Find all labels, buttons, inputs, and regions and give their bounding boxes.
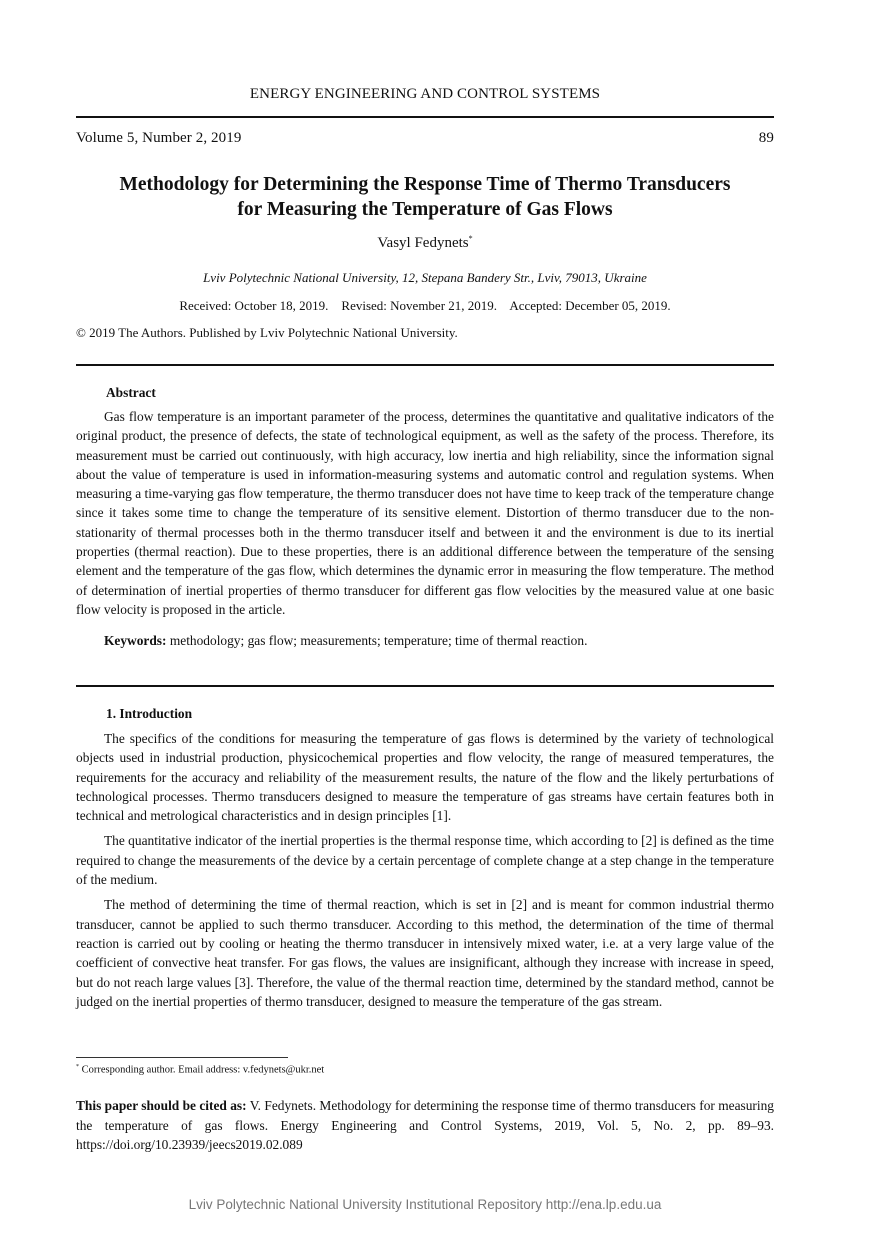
paper-title <box>76 172 774 222</box>
repository-footer: Lviv Polytechnic National University Institutional Repository http://ena.lp.edu.ua <box>188 1197 662 1212</box>
author <box>76 234 774 252</box>
keywords <box>76 631 774 650</box>
footnote-text: Corresponding author. Email address: v.fedynets@ukr.net <box>79 1064 325 1076</box>
author-name: Vasyl Fedynets <box>377 235 469 251</box>
abstract-text: Gas flow temperature is an important parameter of the process, determines the quantitative and qualitative indicators of the original product, the presence of defects, the state of technological equipment, as well as the safety of the process. Therefore, its measurement must be carried out continuously, with high accuracy, low inertia and high reliability, since the information signal about the value of temperature is used in information-measuring systems and automatic control and regulation systems. When measuring a time-varying gas flow temperature, the thermo transducer does not have time to keep track of the temperature change since it takes some time to change the temperature of its sensitive element. Distortion of thermo transducer due to the non-stationarity of thermal processes both in the thermo transducer itself and between it and the environment is due to its inertial properties (thermal reaction). Due to these properties, there is an additional difference between the temperature of the sensing element and the temperature of the gas flow, which determines the dynamic error in measuring the flow temperature. The method of determination of inertial properties of thermo transducer for different gas flow velocities by the measured value at one basic flow velocity is proposed in the article. <box>76 409 774 617</box>
abstract-body <box>76 407 774 657</box>
abstract-bottom-rule <box>76 685 774 687</box>
footnote-mark: * <box>76 1064 79 1070</box>
intro-heading: 1. Introduction <box>106 706 193 721</box>
intro-paragraph: The specifics of the conditions for measuring the temperature of gas flows is determined by the variety of technological objects used in industrial production, physicochemical properties and flow velocity, the range of measured temperatures, the requirements for the accuracy and reliability of the measurement results, the nature of the flow and the likely perturbations of technological processes. Thermo transducers designed to measure the temperature of gas streams have certain features both in technical and metrological characteristics and in design principles [1]. <box>76 731 774 824</box>
citation-label: This paper should be cited as: <box>76 1098 247 1113</box>
copyright: © 2019 The Authors. Published by Lviv Polytechnic National University. <box>76 325 458 340</box>
keywords-label: Keywords: <box>104 633 167 649</box>
citation-text: V. Fedynets. Methodology for determining the response time of thermo transducers for measuring the temperature of gas flows. Energy Engineering and Control Systems, 2019, Vol. 5, No. 2, pp. 89–93. https://doi.org/10.23939/jeecs2019.02.089 <box>76 1098 774 1152</box>
title-line-2: for Measuring the Temperature of Gas Flows <box>237 199 613 220</box>
footnote <box>76 1064 324 1076</box>
title-line-1: Methodology for Determining the Response Time of Thermo Transducers <box>119 174 731 195</box>
journal-name: ENERGY ENGINEERING AND CONTROL SYSTEMS <box>249 86 601 102</box>
volume-info: Volume 5, Number 2, 2019 <box>76 130 242 146</box>
abstract-top-rule <box>76 364 774 366</box>
footnote-rule <box>76 1057 288 1058</box>
intro-paragraph: The method of determining the time of thermal reaction, which is set in [2] and is meant for common industrial thermo transducer, cannot be applied to such thermo transducer. According to this method, the determination of the time of thermal reaction is carried out by cooling or heating the thermo transducer in intensively mixed water, i.e. at a very large value of the coefficient of convective heat transfer. For gas flows, the values are insignificant, although they increase with increase in speed, but do not reach large values [3]. Therefore, the value of the thermal reaction time, determined by the standard method, cannot be judged on the inertial properties of thermo transducer, designed to measure the temperature of the gas stream. <box>76 897 774 1009</box>
page-number: 89 <box>758 130 774 146</box>
intro-paragraph: The quantitative indicator of the inertial properties is the thermal response time, which according to [2] is defined as the time required to change the measurements of the device by a certain percentage of complete change at a step change in the temperature of the medium. <box>76 833 774 888</box>
intro-body <box>76 729 774 1017</box>
keywords-text: methodology; gas flow; measurements; temperature; time of thermal reaction. <box>166 633 588 649</box>
citation <box>76 1096 774 1155</box>
affiliation: Lviv Polytechnic National University, 12, Stepana Bandery Str., Lviv, 79013, Ukraine <box>203 270 647 285</box>
author-mark: * <box>468 234 473 243</box>
abstract-heading: Abstract <box>106 385 156 400</box>
header-rule <box>76 116 774 118</box>
dates: Received: October 18, 2019. Revised: November 21, 2019. Accepted: December 05, 2019. <box>179 298 671 313</box>
